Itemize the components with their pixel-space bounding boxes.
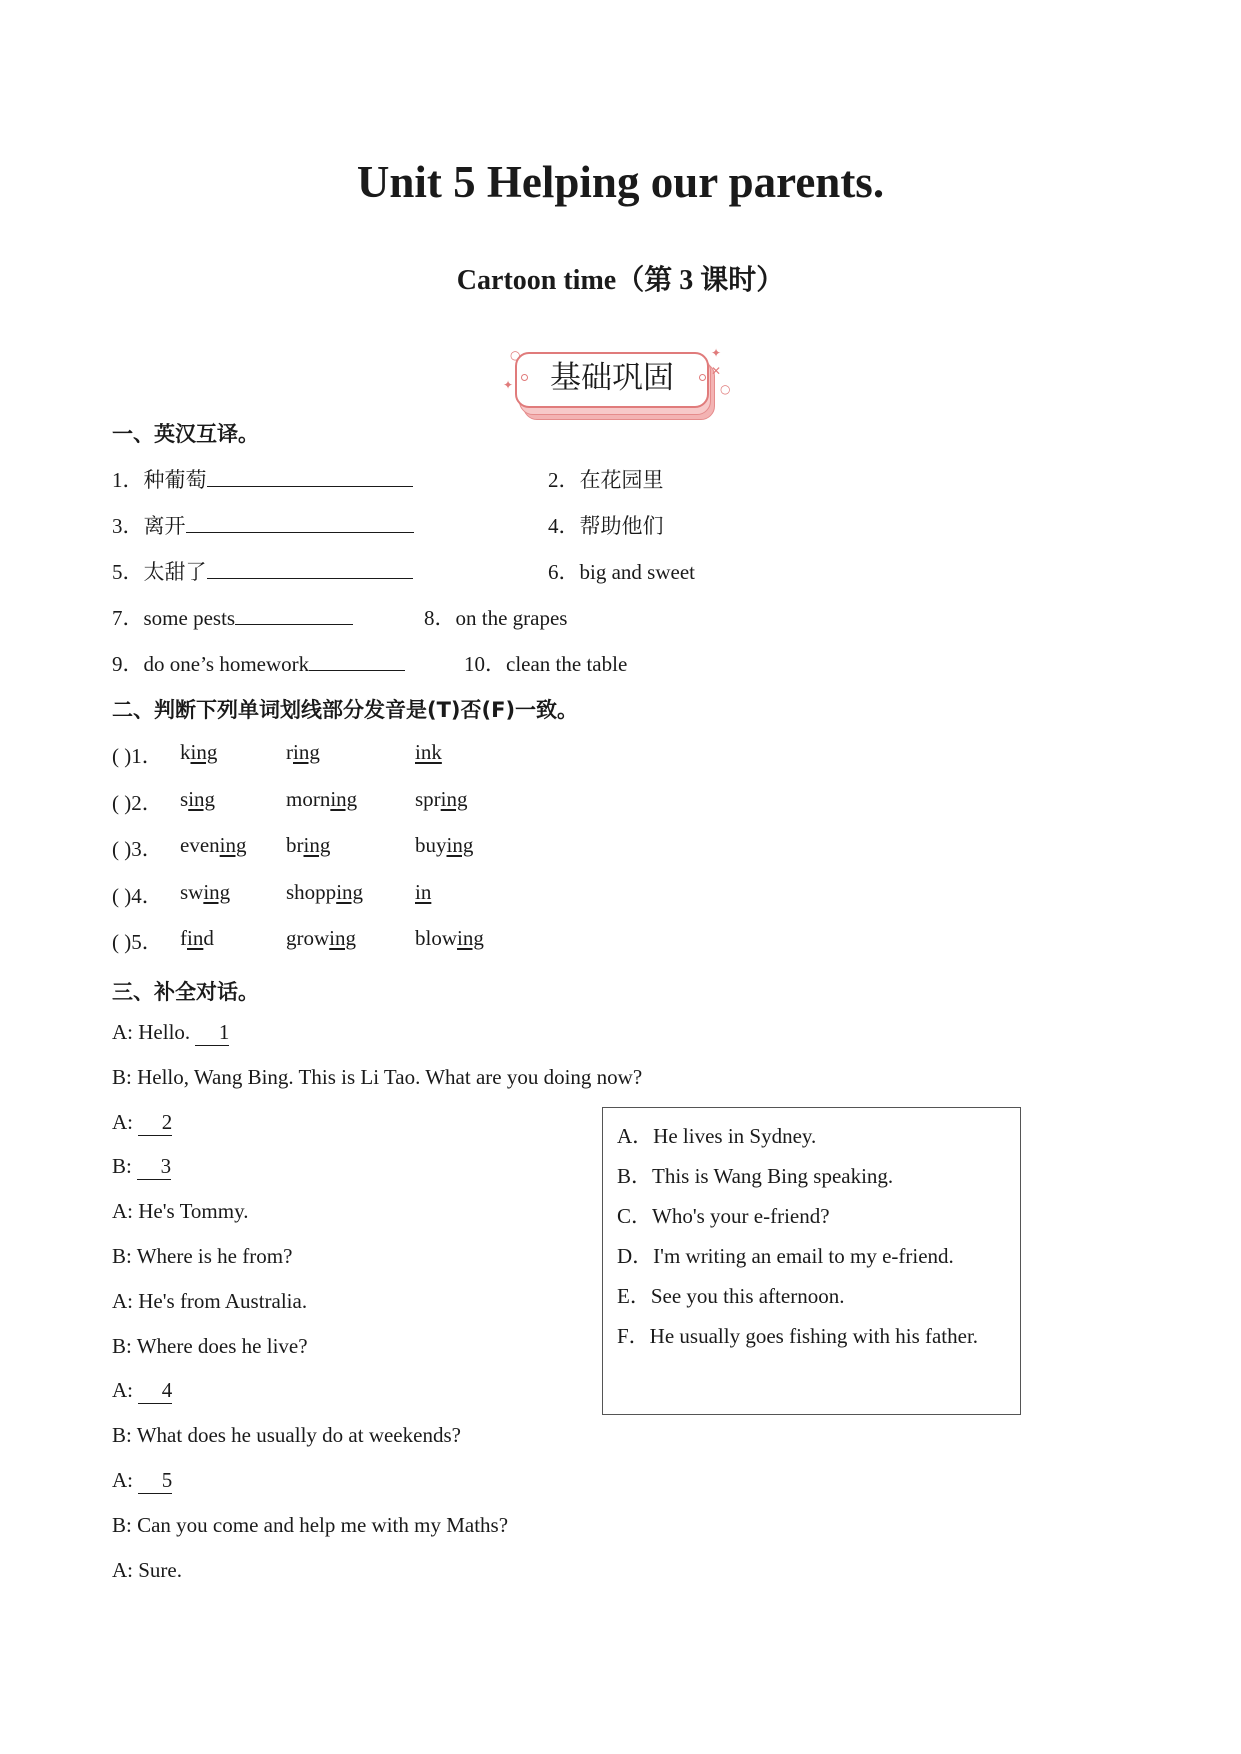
- dialogue-line: B: What does he usually do at weekends?: [112, 1423, 461, 1448]
- option-a: A．He lives in Sydney.: [617, 1124, 817, 1148]
- page-title: Unit 5 Helping our parents.: [356, 157, 885, 207]
- list-item: 4．帮助他们: [548, 514, 664, 538]
- dialogue-blank[interactable]: 3: [137, 1154, 171, 1180]
- dialogue-line: B: Where does he live?: [112, 1333, 308, 1358]
- option-c: C．Who's your e-friend?: [617, 1204, 830, 1228]
- section-badge: [503, 346, 735, 424]
- sparkle-icon: ✦: [711, 346, 722, 360]
- page-subtitle: Cartoon time（第 3 课时）: [456, 265, 785, 296]
- list-item: 10．clean the table: [464, 652, 628, 676]
- section-2-heading: 二、判断下列单词划线部分发音是(T)否(F)一致。: [112, 698, 579, 722]
- sparkle-icon: ○: [720, 382, 731, 396]
- sparkle-icon: ○: [510, 348, 521, 362]
- dialogue-blank[interactable]: 2: [138, 1110, 172, 1136]
- dialogue-line: A: Hello. 1: [112, 1020, 230, 1044]
- answer-blank[interactable]: [186, 510, 414, 533]
- word: shopping: [286, 879, 364, 904]
- underlined-part: ing: [203, 879, 231, 904]
- underlined-part: ing: [457, 926, 484, 950]
- word: buying: [415, 833, 474, 857]
- underlined-part: ing: [440, 786, 468, 811]
- judge-label[interactable]: ( )5．: [112, 930, 163, 954]
- sparkle-icon: ✦: [503, 378, 514, 392]
- dialogue-line: B: Can you come and help me with my Maths?: [112, 1512, 509, 1537]
- answer-blank[interactable]: [207, 556, 413, 579]
- badge-label: 基础巩固: [550, 360, 674, 396]
- word: king: [180, 740, 218, 764]
- judge-label[interactable]: ( )3．: [112, 837, 163, 861]
- list-item: 9．do one’s homework: [112, 648, 405, 678]
- word: growing: [286, 926, 357, 950]
- option-b: B．This is Wang Bing speaking.: [617, 1164, 894, 1188]
- underlined-part: ing: [293, 740, 320, 764]
- underlined-part: ing: [190, 740, 218, 764]
- judge-label[interactable]: ( )1．: [112, 744, 163, 768]
- section-1-heading: 一、英汉互译。: [112, 422, 259, 446]
- word: find: [180, 926, 214, 950]
- list-item: 6．big and sweet: [548, 560, 695, 584]
- underlined-part: in: [187, 926, 204, 950]
- word: sing: [180, 786, 216, 811]
- dialogue-blank[interactable]: 5: [138, 1468, 172, 1494]
- underlined-part: ing: [329, 926, 357, 950]
- answer-blank[interactable]: [309, 648, 405, 671]
- option-e: E．See you this afternoon.: [617, 1284, 845, 1308]
- word: bring: [286, 833, 331, 857]
- word: evening: [180, 833, 247, 857]
- dialogue-line: B: Hello, Wang Bing. This is Li Tao. What are you doing now?: [112, 1064, 643, 1089]
- dialogue-line: A: 5: [112, 1468, 173, 1492]
- list-item: 8．on the grapes: [424, 606, 568, 630]
- underlined-part: ing: [303, 833, 331, 857]
- dialogue-line: A: 2: [112, 1109, 173, 1134]
- list-item: 7．some pests: [112, 602, 353, 632]
- dialogue-line: B: 3: [112, 1154, 172, 1179]
- dialogue-line: A: Sure.: [112, 1557, 182, 1582]
- section-3-heading: 三、补全对话。: [112, 980, 259, 1004]
- judge-label[interactable]: ( )4．: [112, 883, 163, 908]
- list-item: 3．离开: [112, 510, 414, 540]
- list-item: 5．太甜了: [112, 556, 413, 586]
- word: swing: [180, 879, 231, 904]
- judge-label[interactable]: ( )2．: [112, 790, 163, 815]
- dialogue-line: A: He's Tommy.: [112, 1199, 249, 1224]
- word: spring: [415, 786, 468, 811]
- list-item: 2．在花园里: [548, 468, 664, 492]
- dialogue-line: B: Where is he from?: [112, 1244, 293, 1268]
- options-box: [602, 1107, 1021, 1415]
- sparkle-icon: ✕: [711, 364, 722, 378]
- dialogue-line: A: He's from Australia.: [112, 1288, 308, 1313]
- answer-blank[interactable]: [235, 602, 353, 625]
- underlined-part: ing: [219, 833, 247, 857]
- word: blowing: [415, 926, 484, 950]
- answer-blank[interactable]: [207, 464, 413, 487]
- underlined-part: ing: [330, 786, 358, 811]
- word: morning: [286, 786, 358, 811]
- underlined-part: ing: [188, 786, 216, 811]
- underlined-part: in: [415, 879, 432, 904]
- dialogue-line: A: 4: [112, 1378, 173, 1403]
- word: ring: [286, 740, 320, 764]
- dialogue-blank[interactable]: 1: [195, 1020, 229, 1046]
- option-f: F．He usually goes fishing with his father.: [617, 1324, 979, 1348]
- option-d: D．I'm writing an email to my e-friend.: [617, 1244, 954, 1268]
- dialogue-blank[interactable]: 4: [138, 1378, 172, 1404]
- list-item: 1．种葡萄: [112, 464, 413, 494]
- underlined-part: ing: [446, 833, 474, 857]
- word: [415, 740, 442, 765]
- word: [415, 880, 431, 905]
- underlined-part: ing: [336, 879, 364, 904]
- underlined-part: ink: [415, 740, 442, 764]
